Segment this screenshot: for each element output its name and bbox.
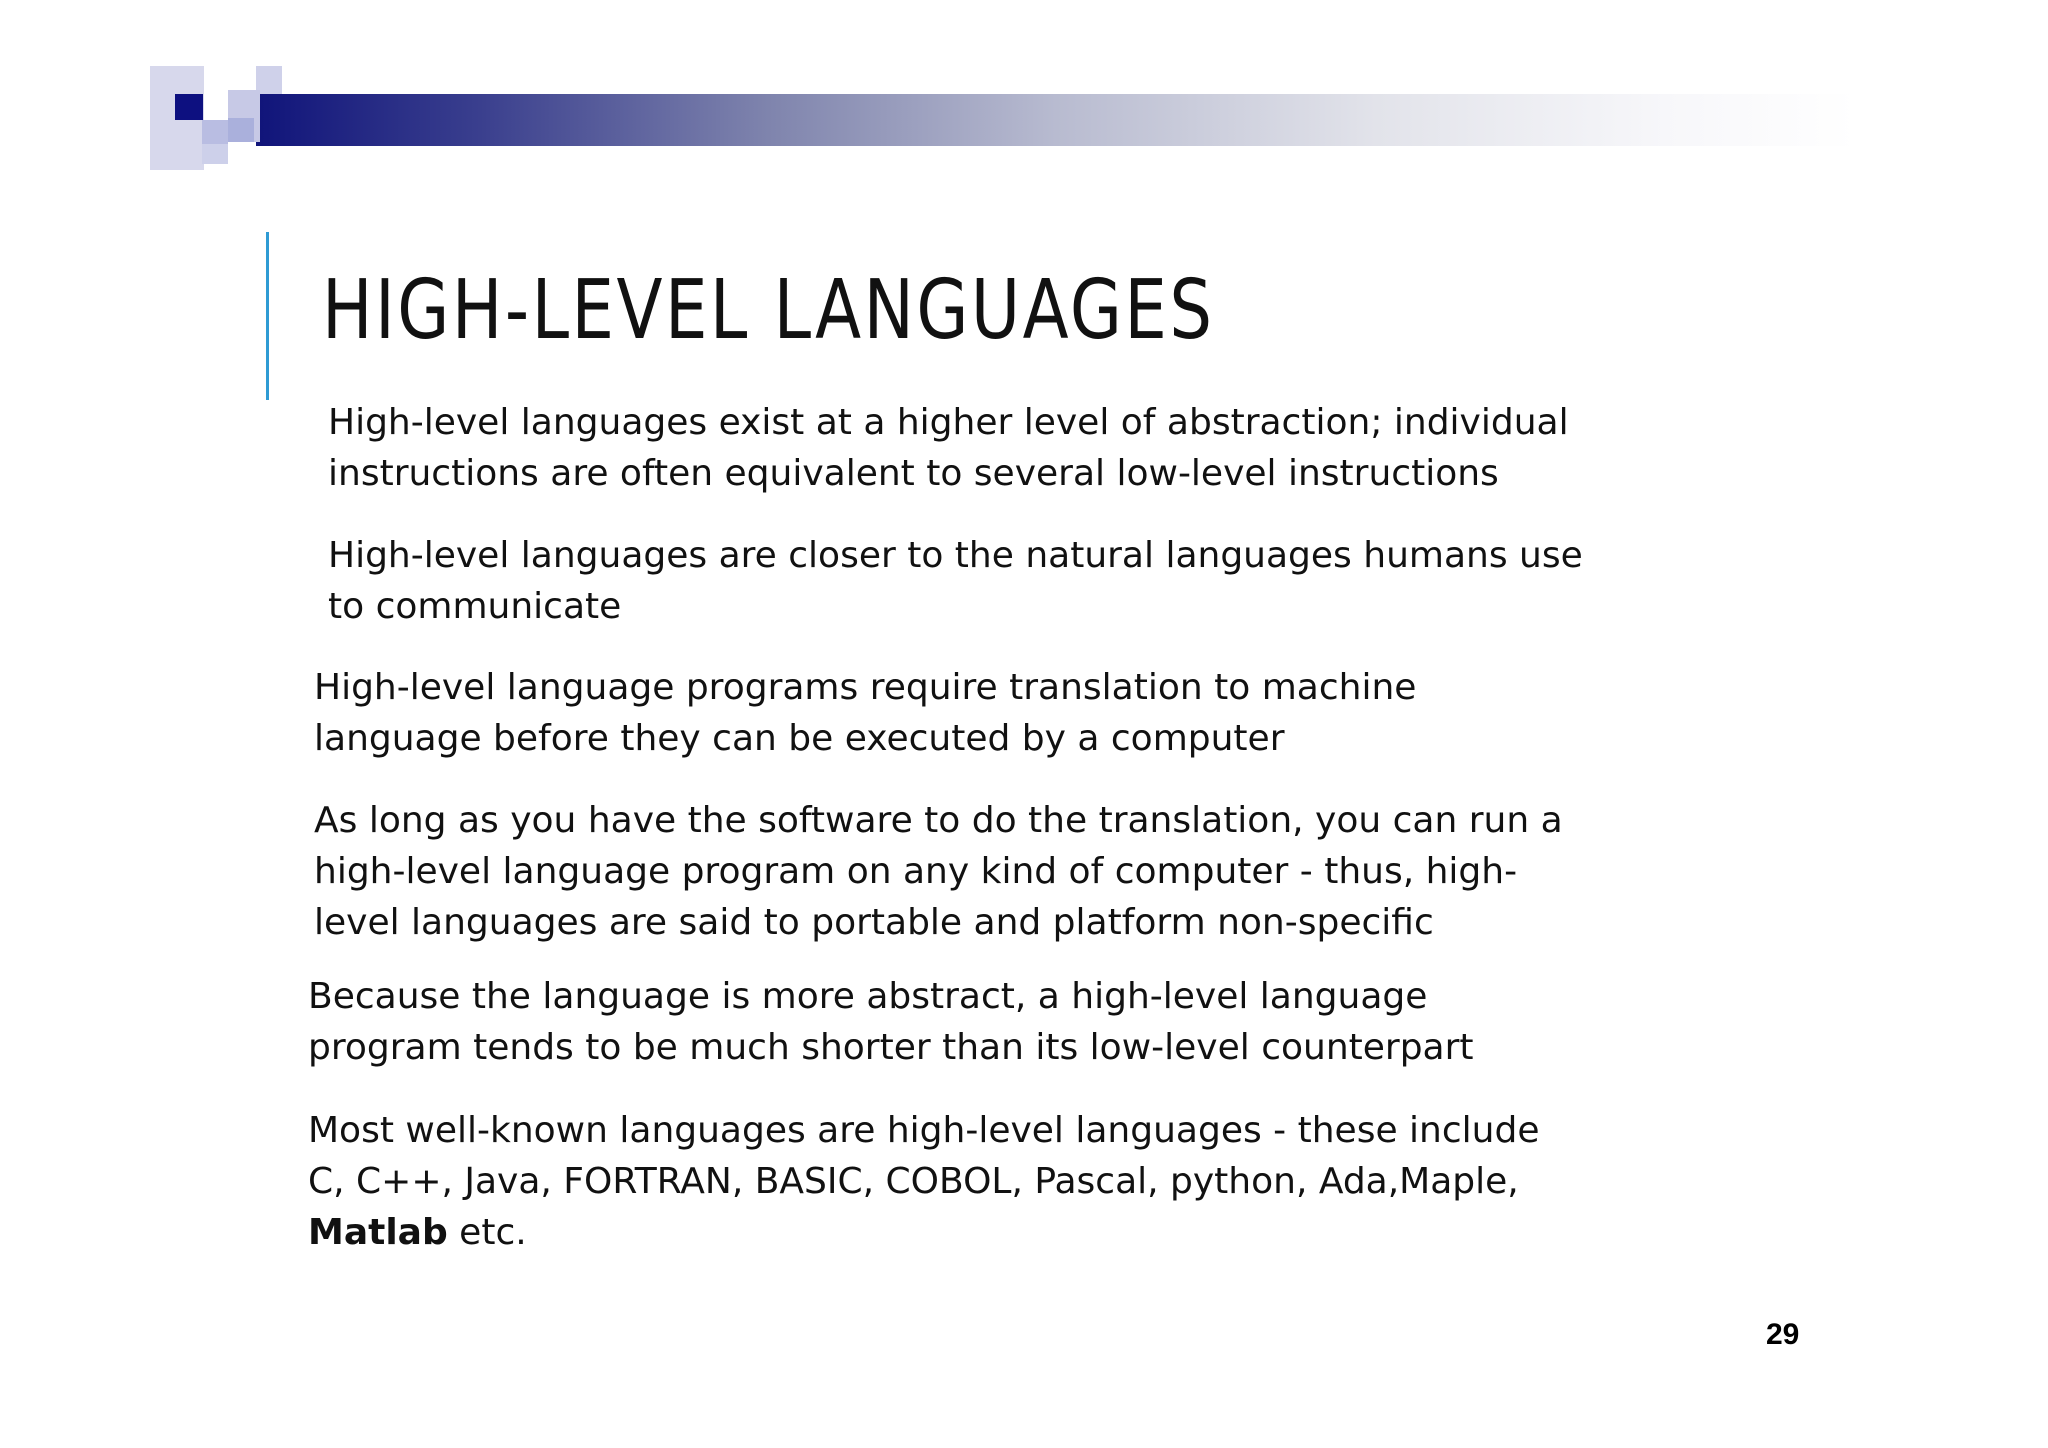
paragraph-line: High-level languages exist at a higher level of abstraction; individual [328,402,1569,443]
paragraph-line: Because the language is more abstract, a high-level language [308,976,1428,1017]
paragraph-line-last [308,1207,1539,1258]
title-accent-line [266,232,269,400]
paragraph-line: C, C++, Java, FORTRAN, BASIC, COBOL, Pascal, python, Ada,Maple, [308,1161,1519,1202]
header-decoration-square [202,144,228,164]
paragraph-line: language before they can be executed by a computer [314,718,1285,759]
bullet-paragraph [314,795,1563,948]
header-decoration-square [202,120,228,144]
header-gradient-bar [256,94,1856,146]
header-decoration-square [228,118,254,142]
bullet-paragraph [328,397,1569,499]
bullet-paragraph [308,971,1474,1073]
paragraph-line: level languages are said to portable and platform non-specific [314,902,1434,943]
paragraph-line: As long as you have the software to do the translation, you can run a [314,800,1563,841]
bold-language-name: Matlab [308,1212,448,1253]
bullet-paragraph [328,530,1583,632]
paragraph-line: Most well-known languages are high-level languages - these include [308,1110,1540,1151]
page-number: 29 [1766,1318,1800,1351]
bullet-paragraph [308,1105,1539,1258]
bullet-paragraph [314,662,1416,764]
slide-title: HIGH-LEVEL LANGUAGES [322,263,1215,358]
paragraph-line: high-level language program on any kind of computer - thus, high- [314,851,1518,892]
paragraph-line: to communicate [328,586,622,627]
paragraph-line: instructions are often equivalent to several low-level instructions [328,453,1499,494]
paragraph-line: High-level languages are closer to the natural languages humans use [328,535,1583,576]
paragraph-line: High-level language programs require translation to machine [314,667,1417,708]
paragraph-line: program tends to be much shorter than its low-level counterpart [308,1027,1474,1068]
header-decoration-square [175,94,203,120]
paragraph-line-tail: etc. [447,1212,527,1253]
